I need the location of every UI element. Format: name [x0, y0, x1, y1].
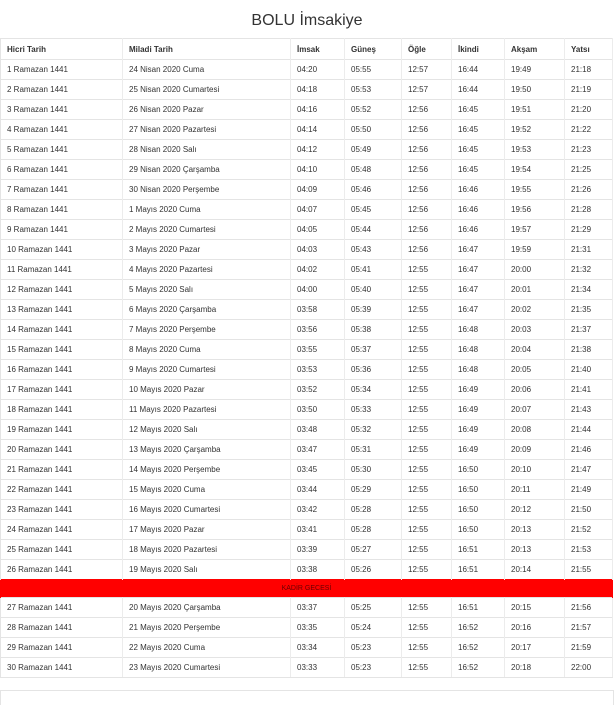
gunes-time: 05:23	[345, 638, 402, 658]
aksam-time: 20:05	[505, 360, 565, 380]
gunes-time: 05:37	[345, 340, 402, 360]
aksam-time: 20:07	[505, 400, 565, 420]
table-row	[1, 180, 613, 200]
ogle-time: 12:55	[402, 560, 452, 580]
table-header	[1, 39, 613, 60]
header-imsak: İmsak	[291, 39, 345, 60]
table-row	[1, 500, 613, 520]
yatsi-time: 21:23	[565, 140, 613, 160]
yatsi-time: 21:49	[565, 480, 613, 500]
ogle-time: 12:55	[402, 638, 452, 658]
ogle-time: 12:55	[402, 340, 452, 360]
aksam-time: 19:56	[505, 200, 565, 220]
kadir-gecesi-row	[1, 580, 613, 598]
ikindi-time: 16:48	[452, 340, 505, 360]
ikindi-time: 16:46	[452, 200, 505, 220]
ikindi-time: 16:50	[452, 480, 505, 500]
ikindi-time: 16:49	[452, 440, 505, 460]
table-row	[1, 638, 613, 658]
table-row	[1, 160, 613, 180]
ogle-time: 12:55	[402, 460, 452, 480]
gunes-time: 05:31	[345, 440, 402, 460]
header-aksam: Akşam	[505, 39, 565, 60]
table-row	[1, 120, 613, 140]
ikindi-time: 16:50	[452, 460, 505, 480]
miladi-date: 22 Mayıs 2020 Cuma	[123, 638, 291, 658]
miladi-date: 3 Mayıs 2020 Pazar	[123, 240, 291, 260]
hicri-date: 21 Ramazan 1441	[1, 460, 123, 480]
hicri-date: 1 Ramazan 1441	[1, 60, 123, 80]
ogle-time: 12:56	[402, 240, 452, 260]
yatsi-time: 22:00	[565, 658, 613, 678]
table-row	[1, 320, 613, 340]
table-row	[1, 340, 613, 360]
imsak-time: 03:45	[291, 460, 345, 480]
ogle-time: 12:55	[402, 540, 452, 560]
imsak-time: 03:55	[291, 340, 345, 360]
table-row	[1, 80, 613, 100]
table-row	[1, 280, 613, 300]
ogle-time: 12:55	[402, 320, 452, 340]
gunes-time: 05:48	[345, 160, 402, 180]
ogle-time: 12:56	[402, 120, 452, 140]
gunes-time: 05:46	[345, 180, 402, 200]
aksam-time: 20:11	[505, 480, 565, 500]
ikindi-time: 16:52	[452, 638, 505, 658]
imsak-time: 04:07	[291, 200, 345, 220]
gunes-time: 05:32	[345, 420, 402, 440]
imsak-time: 03:33	[291, 658, 345, 678]
imsak-time: 04:12	[291, 140, 345, 160]
aksam-time: 19:54	[505, 160, 565, 180]
yatsi-time: 21:47	[565, 460, 613, 480]
gunes-time: 05:39	[345, 300, 402, 320]
yatsi-time: 21:59	[565, 638, 613, 658]
gunes-time: 05:41	[345, 260, 402, 280]
yatsi-time: 21:52	[565, 520, 613, 540]
kadir-gecesi-label: KADİR GECESİ	[1, 580, 613, 598]
yatsi-time: 21:19	[565, 80, 613, 100]
gunes-time: 05:40	[345, 280, 402, 300]
hicri-date: 8 Ramazan 1441	[1, 200, 123, 220]
gunes-time: 05:49	[345, 140, 402, 160]
aksam-time: 20:10	[505, 460, 565, 480]
hicri-date: 13 Ramazan 1441	[1, 300, 123, 320]
imsak-time: 03:35	[291, 618, 345, 638]
miladi-date: 19 Mayıs 2020 Salı	[123, 560, 291, 580]
yatsi-time: 21:41	[565, 380, 613, 400]
yatsi-time: 21:46	[565, 440, 613, 460]
ogle-time: 12:55	[402, 480, 452, 500]
ikindi-time: 16:46	[452, 180, 505, 200]
hicri-date: 20 Ramazan 1441	[1, 440, 123, 460]
yatsi-time: 21:50	[565, 500, 613, 520]
miladi-date: 21 Mayıs 2020 Perşembe	[123, 618, 291, 638]
hicri-date: 18 Ramazan 1441	[1, 400, 123, 420]
miladi-date: 29 Nisan 2020 Çarşamba	[123, 160, 291, 180]
table-row	[1, 460, 613, 480]
ogle-time: 12:56	[402, 200, 452, 220]
gunes-time: 05:50	[345, 120, 402, 140]
miladi-date: 1 Mayıs 2020 Cuma	[123, 200, 291, 220]
ogle-time: 12:57	[402, 80, 452, 100]
aksam-time: 20:02	[505, 300, 565, 320]
hicri-date: 17 Ramazan 1441	[1, 380, 123, 400]
ikindi-time: 16:50	[452, 520, 505, 540]
ogle-time: 12:55	[402, 300, 452, 320]
imsak-time: 04:02	[291, 260, 345, 280]
miladi-date: 24 Nisan 2020 Cuma	[123, 60, 291, 80]
gunes-time: 05:38	[345, 320, 402, 340]
ogle-time: 12:56	[402, 220, 452, 240]
hicri-date: 14 Ramazan 1441	[1, 320, 123, 340]
yatsi-time: 21:18	[565, 60, 613, 80]
yatsi-time: 21:35	[565, 300, 613, 320]
miladi-date: 6 Mayıs 2020 Çarşamba	[123, 300, 291, 320]
miladi-date: 10 Mayıs 2020 Pazar	[123, 380, 291, 400]
hicri-date: 19 Ramazan 1441	[1, 420, 123, 440]
ogle-time: 12:55	[402, 280, 452, 300]
ikindi-time: 16:47	[452, 300, 505, 320]
aksam-time: 20:08	[505, 420, 565, 440]
yatsi-time: 21:34	[565, 280, 613, 300]
hicri-date: 7 Ramazan 1441	[1, 180, 123, 200]
yatsi-time: 21:53	[565, 540, 613, 560]
yatsi-time: 21:28	[565, 200, 613, 220]
header-miladi: Miladi Tarih	[123, 39, 291, 60]
table-row	[1, 360, 613, 380]
imsak-time: 03:56	[291, 320, 345, 340]
aksam-time: 20:13	[505, 540, 565, 560]
yatsi-time: 21:57	[565, 618, 613, 638]
ikindi-time: 16:44	[452, 60, 505, 80]
header-hicri: Hicri Tarih	[1, 39, 123, 60]
miladi-date: 17 Mayıs 2020 Pazar	[123, 520, 291, 540]
table-row	[1, 560, 613, 580]
ikindi-time: 16:52	[452, 658, 505, 678]
ogle-time: 12:56	[402, 100, 452, 120]
gunes-time: 05:28	[345, 500, 402, 520]
ikindi-time: 16:45	[452, 140, 505, 160]
aksam-time: 19:51	[505, 100, 565, 120]
header-gunes: Güneş	[345, 39, 402, 60]
table-row	[1, 380, 613, 400]
aksam-time: 20:12	[505, 500, 565, 520]
ikindi-time: 16:49	[452, 380, 505, 400]
ikindi-time: 16:47	[452, 260, 505, 280]
miladi-date: 14 Mayıs 2020 Perşembe	[123, 460, 291, 480]
aksam-time: 20:16	[505, 618, 565, 638]
yatsi-time: 21:56	[565, 598, 613, 618]
hicri-date: 9 Ramazan 1441	[1, 220, 123, 240]
aksam-time: 20:03	[505, 320, 565, 340]
miladi-date: 25 Nisan 2020 Cumartesi	[123, 80, 291, 100]
aksam-time: 20:01	[505, 280, 565, 300]
ikindi-time: 16:45	[452, 160, 505, 180]
imsak-time: 03:34	[291, 638, 345, 658]
ikindi-time: 16:49	[452, 420, 505, 440]
hicri-date: 6 Ramazan 1441	[1, 160, 123, 180]
ogle-time: 12:55	[402, 360, 452, 380]
ogle-time: 12:55	[402, 400, 452, 420]
miladi-date: 13 Mayıs 2020 Çarşamba	[123, 440, 291, 460]
gunes-time: 05:26	[345, 560, 402, 580]
table-row	[1, 140, 613, 160]
imsak-time: 04:18	[291, 80, 345, 100]
header-row	[1, 39, 613, 60]
table-row	[1, 240, 613, 260]
yatsi-time: 21:29	[565, 220, 613, 240]
yatsi-time: 21:32	[565, 260, 613, 280]
imsak-time: 03:44	[291, 480, 345, 500]
yatsi-time: 21:44	[565, 420, 613, 440]
ogle-time: 12:55	[402, 260, 452, 280]
table-row	[1, 658, 613, 678]
ikindi-time: 16:51	[452, 540, 505, 560]
table-row	[1, 400, 613, 420]
table-row	[1, 220, 613, 240]
aksam-time: 19:59	[505, 240, 565, 260]
aksam-time: 19:55	[505, 180, 565, 200]
gunes-time: 05:45	[345, 200, 402, 220]
miladi-date: 27 Nisan 2020 Pazartesi	[123, 120, 291, 140]
table-row	[1, 618, 613, 638]
imsak-time: 03:39	[291, 540, 345, 560]
ikindi-time: 16:51	[452, 598, 505, 618]
hicri-date: 3 Ramazan 1441	[1, 100, 123, 120]
yatsi-time: 21:40	[565, 360, 613, 380]
aksam-time: 20:09	[505, 440, 565, 460]
ogle-time: 12:56	[402, 180, 452, 200]
hicri-date: 12 Ramazan 1441	[1, 280, 123, 300]
table-row	[1, 260, 613, 280]
ikindi-time: 16:51	[452, 560, 505, 580]
yatsi-time: 21:37	[565, 320, 613, 340]
imsak-time: 04:03	[291, 240, 345, 260]
ikindi-time: 16:49	[452, 400, 505, 420]
ikindi-time: 16:46	[452, 220, 505, 240]
gunes-time: 05:25	[345, 598, 402, 618]
ikindi-time: 16:45	[452, 120, 505, 140]
gunes-time: 05:53	[345, 80, 402, 100]
yatsi-time: 21:55	[565, 560, 613, 580]
imsak-time: 04:00	[291, 280, 345, 300]
yatsi-time: 21:25	[565, 160, 613, 180]
ikindi-time: 16:47	[452, 240, 505, 260]
gunes-time: 05:24	[345, 618, 402, 638]
table-row	[1, 520, 613, 540]
ikindi-time: 16:45	[452, 100, 505, 120]
miladi-date: 23 Mayıs 2020 Cumartesi	[123, 658, 291, 678]
imsak-time: 03:37	[291, 598, 345, 618]
table-row	[1, 420, 613, 440]
aksam-time: 20:17	[505, 638, 565, 658]
imsak-time: 04:09	[291, 180, 345, 200]
hicri-date: 28 Ramazan 1441	[1, 618, 123, 638]
header-ikindi: İkindi	[452, 39, 505, 60]
ikindi-time: 16:47	[452, 280, 505, 300]
miladi-date: 12 Mayıs 2020 Salı	[123, 420, 291, 440]
miladi-date: 20 Mayıs 2020 Çarşamba	[123, 598, 291, 618]
ogle-time: 12:55	[402, 598, 452, 618]
imsak-time: 04:10	[291, 160, 345, 180]
aksam-time: 20:06	[505, 380, 565, 400]
table-body	[1, 60, 613, 678]
miladi-date: 30 Nisan 2020 Perşembe	[123, 180, 291, 200]
aksam-time: 20:15	[505, 598, 565, 618]
gunes-time: 05:44	[345, 220, 402, 240]
gunes-time: 05:30	[345, 460, 402, 480]
gunes-time: 05:23	[345, 658, 402, 678]
hicri-date: 2 Ramazan 1441	[1, 80, 123, 100]
hicri-date: 29 Ramazan 1441	[1, 638, 123, 658]
yatsi-time: 21:38	[565, 340, 613, 360]
imsak-time: 04:20	[291, 60, 345, 80]
gunes-time: 05:33	[345, 400, 402, 420]
yatsi-time: 21:22	[565, 120, 613, 140]
miladi-date: 11 Mayıs 2020 Pazartesi	[123, 400, 291, 420]
gunes-time: 05:27	[345, 540, 402, 560]
hicri-date: 27 Ramazan 1441	[1, 598, 123, 618]
header-ogle: Öğle	[402, 39, 452, 60]
yatsi-time: 21:26	[565, 180, 613, 200]
ogle-time: 12:56	[402, 140, 452, 160]
yatsi-time: 21:31	[565, 240, 613, 260]
ogle-time: 12:55	[402, 618, 452, 638]
aksam-time: 19:53	[505, 140, 565, 160]
ogle-time: 12:55	[402, 440, 452, 460]
imsak-time: 03:42	[291, 500, 345, 520]
imsak-time: 03:52	[291, 380, 345, 400]
aksam-time: 20:13	[505, 520, 565, 540]
gunes-time: 05:34	[345, 380, 402, 400]
table-row	[1, 440, 613, 460]
ikindi-time: 16:44	[452, 80, 505, 100]
table-row	[1, 60, 613, 80]
gunes-time: 05:28	[345, 520, 402, 540]
table-footer-empty	[0, 690, 614, 705]
ikindi-time: 16:48	[452, 320, 505, 340]
imsak-time: 03:47	[291, 440, 345, 460]
ogle-time: 12:55	[402, 520, 452, 540]
hicri-date: 24 Ramazan 1441	[1, 520, 123, 540]
hicri-date: 26 Ramazan 1441	[1, 560, 123, 580]
miladi-date: 8 Mayıs 2020 Cuma	[123, 340, 291, 360]
miladi-date: 2 Mayıs 2020 Cumartesi	[123, 220, 291, 240]
page-title: BOLU İmsakiye	[251, 12, 363, 29]
miladi-date: 16 Mayıs 2020 Cumartesi	[123, 500, 291, 520]
hicri-date: 5 Ramazan 1441	[1, 140, 123, 160]
header-yatsi: Yatsı	[565, 39, 613, 60]
gunes-time: 05:36	[345, 360, 402, 380]
yatsi-time: 21:20	[565, 100, 613, 120]
hicri-date: 11 Ramazan 1441	[1, 260, 123, 280]
imsak-time: 03:50	[291, 400, 345, 420]
table-row	[1, 540, 613, 560]
ogle-time: 12:57	[402, 60, 452, 80]
imsak-time: 04:05	[291, 220, 345, 240]
miladi-date: 28 Nisan 2020 Salı	[123, 140, 291, 160]
aksam-time: 20:00	[505, 260, 565, 280]
ogle-time: 12:56	[402, 160, 452, 180]
hicri-date: 15 Ramazan 1441	[1, 340, 123, 360]
imsak-time: 03:53	[291, 360, 345, 380]
table-row	[1, 598, 613, 618]
miladi-date: 5 Mayıs 2020 Salı	[123, 280, 291, 300]
ikindi-time: 16:50	[452, 500, 505, 520]
ogle-time: 12:55	[402, 500, 452, 520]
aksam-time: 20:18	[505, 658, 565, 678]
table-row	[1, 200, 613, 220]
table-row	[1, 300, 613, 320]
miladi-date: 18 Mayıs 2020 Pazartesi	[123, 540, 291, 560]
table-row	[1, 480, 613, 500]
aksam-time: 19:57	[505, 220, 565, 240]
imsak-time: 03:48	[291, 420, 345, 440]
miladi-date: 9 Mayıs 2020 Cumartesi	[123, 360, 291, 380]
gunes-time: 05:29	[345, 480, 402, 500]
aksam-time: 20:14	[505, 560, 565, 580]
imsakiye-table	[0, 38, 613, 678]
ikindi-time: 16:48	[452, 360, 505, 380]
ikindi-time: 16:52	[452, 618, 505, 638]
imsak-time: 03:38	[291, 560, 345, 580]
hicri-date: 25 Ramazan 1441	[1, 540, 123, 560]
ogle-time: 12:55	[402, 380, 452, 400]
aksam-time: 19:50	[505, 80, 565, 100]
ogle-time: 12:55	[402, 420, 452, 440]
miladi-date: 7 Mayıs 2020 Perşembe	[123, 320, 291, 340]
miladi-date: 26 Nisan 2020 Pazar	[123, 100, 291, 120]
aksam-time: 20:04	[505, 340, 565, 360]
gunes-time: 05:55	[345, 60, 402, 80]
hicri-date: 30 Ramazan 1441	[1, 658, 123, 678]
miladi-date: 15 Mayıs 2020 Cuma	[123, 480, 291, 500]
aksam-time: 19:49	[505, 60, 565, 80]
imsak-time: 03:58	[291, 300, 345, 320]
hicri-date: 23 Ramazan 1441	[1, 500, 123, 520]
hicri-date: 16 Ramazan 1441	[1, 360, 123, 380]
aksam-time: 19:52	[505, 120, 565, 140]
gunes-time: 05:52	[345, 100, 402, 120]
hicri-date: 10 Ramazan 1441	[1, 240, 123, 260]
ogle-time: 12:55	[402, 658, 452, 678]
miladi-date: 4 Mayıs 2020 Pazartesi	[123, 260, 291, 280]
yatsi-time: 21:43	[565, 400, 613, 420]
hicri-date: 22 Ramazan 1441	[1, 480, 123, 500]
gunes-time: 05:43	[345, 240, 402, 260]
table-row	[1, 100, 613, 120]
hicri-date: 4 Ramazan 1441	[1, 120, 123, 140]
imsak-time: 04:14	[291, 120, 345, 140]
imsak-time: 04:16	[291, 100, 345, 120]
imsak-time: 03:41	[291, 520, 345, 540]
